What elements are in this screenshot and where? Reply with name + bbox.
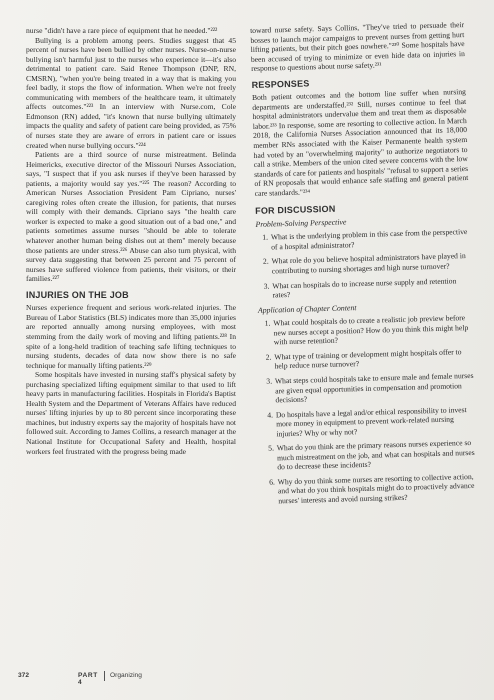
paragraph: Nurses experience frequent and serious work-related injuries. The Bureau of Labor Statistics (BLS) indicates more than 35,000 injuries are reported annually among nursing employees, with most stemming from the daily work of moving and lifting patients.²²⁸ In spite of a long-held tradition of teaching safe lifting techniques to nursing students, decades of data now show there is no safe technique for manually lifting patients.²²⁹ (26, 303, 236, 370)
question-item: 4. Do hospitals have a legal and/or ethical responsibility to invest more money in equipment to prevent work-related nursing injuries? Why or why not? (275, 404, 476, 438)
footer-divider (104, 671, 105, 681)
question-item: 1. What could hospitals do to create a realistic job preview before new nurses accept a position? How do you think this might help with nurse retention? (272, 313, 473, 347)
question-item: 2. What role do you believe hospital administrators have played in contributing to nursing shortages and high nurse turnover? (270, 251, 470, 276)
question-item: 3. What can hospitals do to increase nurse supply and retention rates? (271, 276, 471, 301)
paragraph: Patients are a third source of nurse mistreatment. Belinda Heimericks, executive director of the Missouri Nurses Association, says, "I suspect that if you ask nurses if they've been harassed by patients, a majority would say yes."²²⁵ The reason? According to American Nurses Association President Pam Cipriano, nurses' caregiving roles often create the illusion, for patients, that nurses will comply with their demands. Cipriano says "the health care worker is expected to make a good situation out of a bad one," and patients sometimes assume nurses "should be able to tolerate whatever another human being dishes out at them" merely because those patients are under stress.²²⁶ Abuse can also turn physical, with survey data suggesting that between 25 percent and 75 percent of nurses have suffered violence from patients, their visitors, or their families.²²⁷ (26, 150, 236, 284)
page-number: 372 (18, 672, 30, 679)
question-item: 3. What steps could hospitals take to ensure male and female nurses are given equal opportunities in compensation and promotion decisions? (274, 371, 475, 405)
paragraph: toward nurse safety. Says Collins, "They've tried to persuade their bosses to launch major campaigns to prevent nurses from getting hurt lifting patients, but their pitch goes nowhere."²³⁰ Some hospitals have been accused of trying to minimize or even hide data on injuries in response to questions about nurse safety.²³¹ (250, 20, 465, 74)
section-title: Organizing (110, 672, 142, 679)
subheading-application: Application of Chapter Content (257, 302, 357, 315)
question-item: 1. What is the underlying problem in this case from the perspective of a hospital administrator? (270, 227, 470, 252)
paragraph: Both patient outcomes and the bottom line suffer when nursing departments are understaffed.²³² Still, nurses continue to feel that hospital administrators undervalue them and treat them as disposable labor.²³³ In response, some are resorting to collective action. In March 2018, the California Nurses Association announced that its 18,000 member RNs associated with the Kaiser Permanente health system had voted by an "overwhelming majority" to authorize negotiators to call a strike. Members of the union cited severe concerns with the low standards of care for patients and hospitals' "refusal to support a series of RN proposals that would enhance safe staffing and general patient care standards."²³⁴ (251, 87, 469, 198)
section-heading-injuries: INJURIES ON THE JOB (26, 289, 129, 300)
question-item: 6. Why do you think some nurses are resorting to collective action, and what do you think hospitals might do to proactively advance nurses' interests and avoid nursing strikes? (277, 472, 478, 506)
question-list-2 (258, 313, 477, 506)
section-heading-responses: RESPONSES (251, 78, 310, 90)
paragraph: nurse "didn't have a rare piece of equipment that he needed."²²² (26, 26, 218, 35)
question-item: 5. What do you think are the primary reasons nurses experience so much mistreatment on the job, and what can hospitals and nurses do to decrease these incidents? (276, 438, 477, 472)
question-list-1 (256, 227, 472, 300)
part-label: PART 4 (78, 672, 98, 686)
left-column (26, 26, 236, 456)
paragraph: Bullying is a problem among peers. Studies suggest that 45 percent of nurses have been bullied by other nurses. Nurse-on-nurse bullying isn't harmful just to the nurses who experience it—it's also detrimental to patient care. Said Renee Thompson (DNP, RN, CMSRN), "when you're being treated in a way that is making you feel badly, it stops the flow of information. When we're not freely communicating with members of the healthcare team, it ultimately affects outcomes."²²³ In an interview with Nurse.com, Cole Edmonson (RN) added, "it's known that nurse bullying ultimately impacts the quality and safety of patient care being provided, as 75% of nurses state they are aware of errors in patient care or issues created when nurse bullying occurs."²²⁴ (26, 35, 236, 150)
section-heading-discussion: FOR DISCUSSION (255, 203, 336, 217)
subheading-problem-solving: Problem-Solving Perspective (255, 217, 347, 229)
question-item: 2. What type of training or development might hospitals offer to help reduce nurse turnover? (273, 347, 473, 372)
right-column (250, 20, 477, 511)
paragraph: Some hospitals have invested in nursing staff's physical safety by purchasing specialized lifting equipment similar to that used to lift heavy parts in manufacturing facilities. Hospitals in Florida's Baptist Health System and the Department of Veterans Affairs have reduced nurses' lifting injuries by up to 80 percent since incorporating these machines, but industry experts say the majority of hospitals have not followed suit. According to James Collins, a research manager at the National Institute for Occupational Safety and Health, hospital workers feel frustrated with the progress being made (26, 370, 236, 456)
